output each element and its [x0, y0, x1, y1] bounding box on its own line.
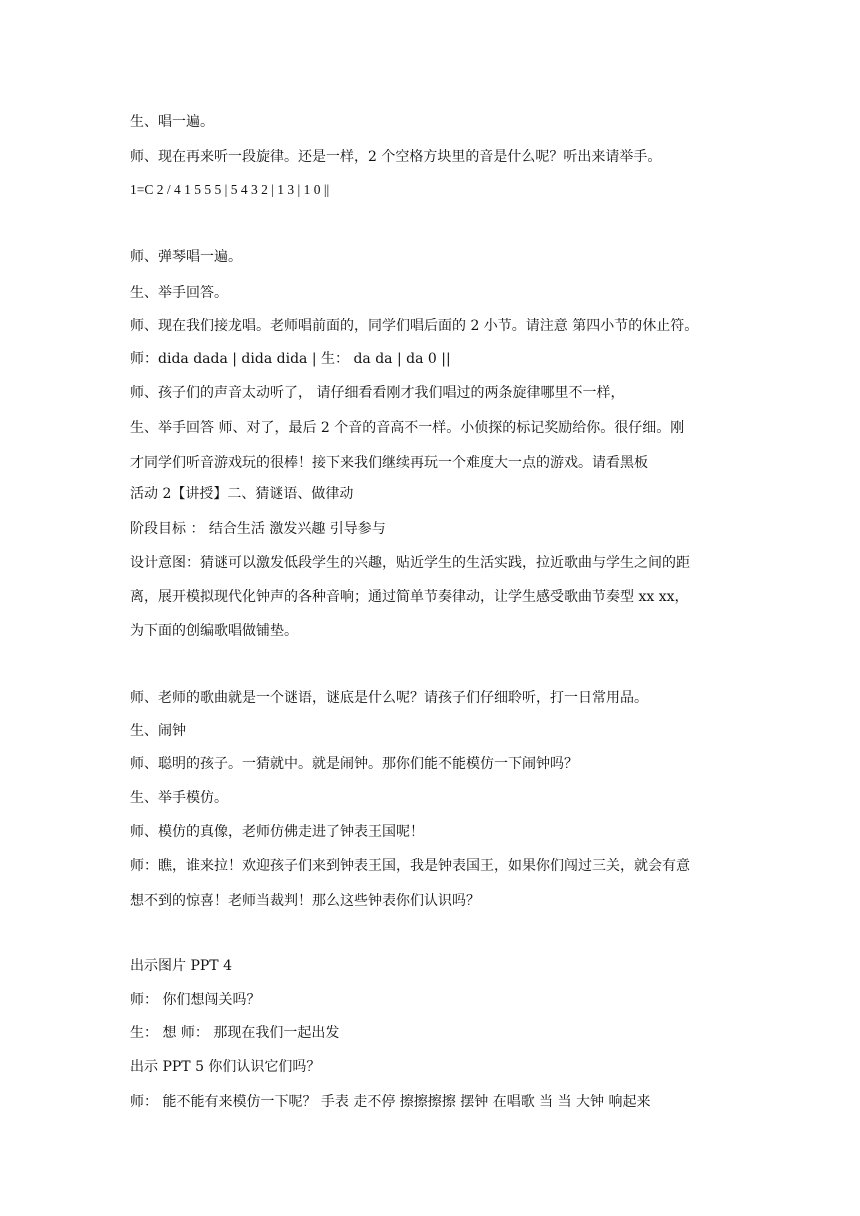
text-line-6: 师、现在我们接龙唱。老师唱前面的，同学们唱后面的 2 小节。请注意 第四小节的休止符。: [130, 318, 699, 334]
notation-line-1: 1=C 2 / 4 1 5 5 5 | 5 4 3 2 | 1 3 | 1 0 ||: [130, 182, 330, 197]
text-line-9: 生、举手回答 师、对了，最后 2 个音的音高不一样。小侦探的标记奖励给你。很仔细。刚: [130, 420, 685, 436]
text-line-22: 想不到的惊喜！老师当裁判！那么这些钟表你们认识吗？: [130, 893, 480, 909]
text-line-27: 师： 能不能有来模仿一下呢？ 手表 走不停 擦擦擦擦 摆钟 在唱歌 当 当 大钟 响起来: [130, 1094, 651, 1110]
text-line-7: 师：dida dada | dida dida | 生： da da | da 0 ||: [130, 351, 451, 367]
text-line-26: 出示 PPT 5 你们认识它们吗？: [130, 1059, 321, 1075]
text-line-24: 师： 你们想闯关吗？: [130, 992, 261, 1008]
text-line-20: 师、模仿的真像，老师仿佛走进了钟表王国呢！: [130, 824, 424, 840]
text-line-17: 生、闹钟: [130, 723, 186, 739]
text-line-8: 师、孩子们的声音太动听了， 请仔细看看刚才我们唱过的两条旋律哪里不一样，: [130, 385, 625, 401]
text-line-10: 才同学们听音游戏玩的很棒！接下来我们继续再玩一个难度大一点的游戏。请看黑板: [130, 455, 648, 471]
text-line-2: 师、现在再来听一段旋律。还是一样，2 个空格方块里的音是什么呢？听出来请举手。: [130, 149, 662, 165]
text-line-11: 活动 2【讲授】二、猜谜语、做律动: [130, 486, 354, 502]
text-line-23: 出示图片 PPT 4: [130, 958, 232, 974]
text-line-13: 设计意图：猜谜可以激发低段学生的兴趣，贴近学生的生活实践，拉近歌曲与学生之间的距: [130, 555, 690, 571]
text-line-15: 为下面的创编歌唱做铺垫。: [130, 623, 298, 639]
text-line-25: 生： 想 师： 那现在我们一起出发: [130, 1025, 340, 1041]
text-line-4: 师、弹琴唱一遍。: [130, 249, 242, 265]
text-line-12: 阶段目标 ： 结合生活 激发兴趣 引导参与: [130, 521, 386, 537]
text-line-21: 师：瞧，谁来拉！欢迎孩子们来到钟表王国，我是钟表国王，如果你们闯过三关，就会有意: [130, 858, 690, 874]
text-line-14: 离，展开模拟现代化钟声的各种音响；通过简单节奏律动，让学生感受歌曲节奏型 xx xx，: [130, 589, 689, 605]
text-line-16: 师、老师的歌曲就是一个谜语，谜底是什么呢？请孩子们仔细聆听，打一日常用品。: [130, 690, 648, 706]
text-line-19: 生、举手模仿。: [130, 790, 228, 806]
text-line-18: 师、聪明的孩子。一猜就中。就是闹钟。那你们能不能模仿一下闹钟吗？: [130, 756, 578, 772]
text-line-1: 生、唱一遍。: [130, 114, 214, 130]
text-line-5: 生、举手回答。: [130, 285, 228, 301]
